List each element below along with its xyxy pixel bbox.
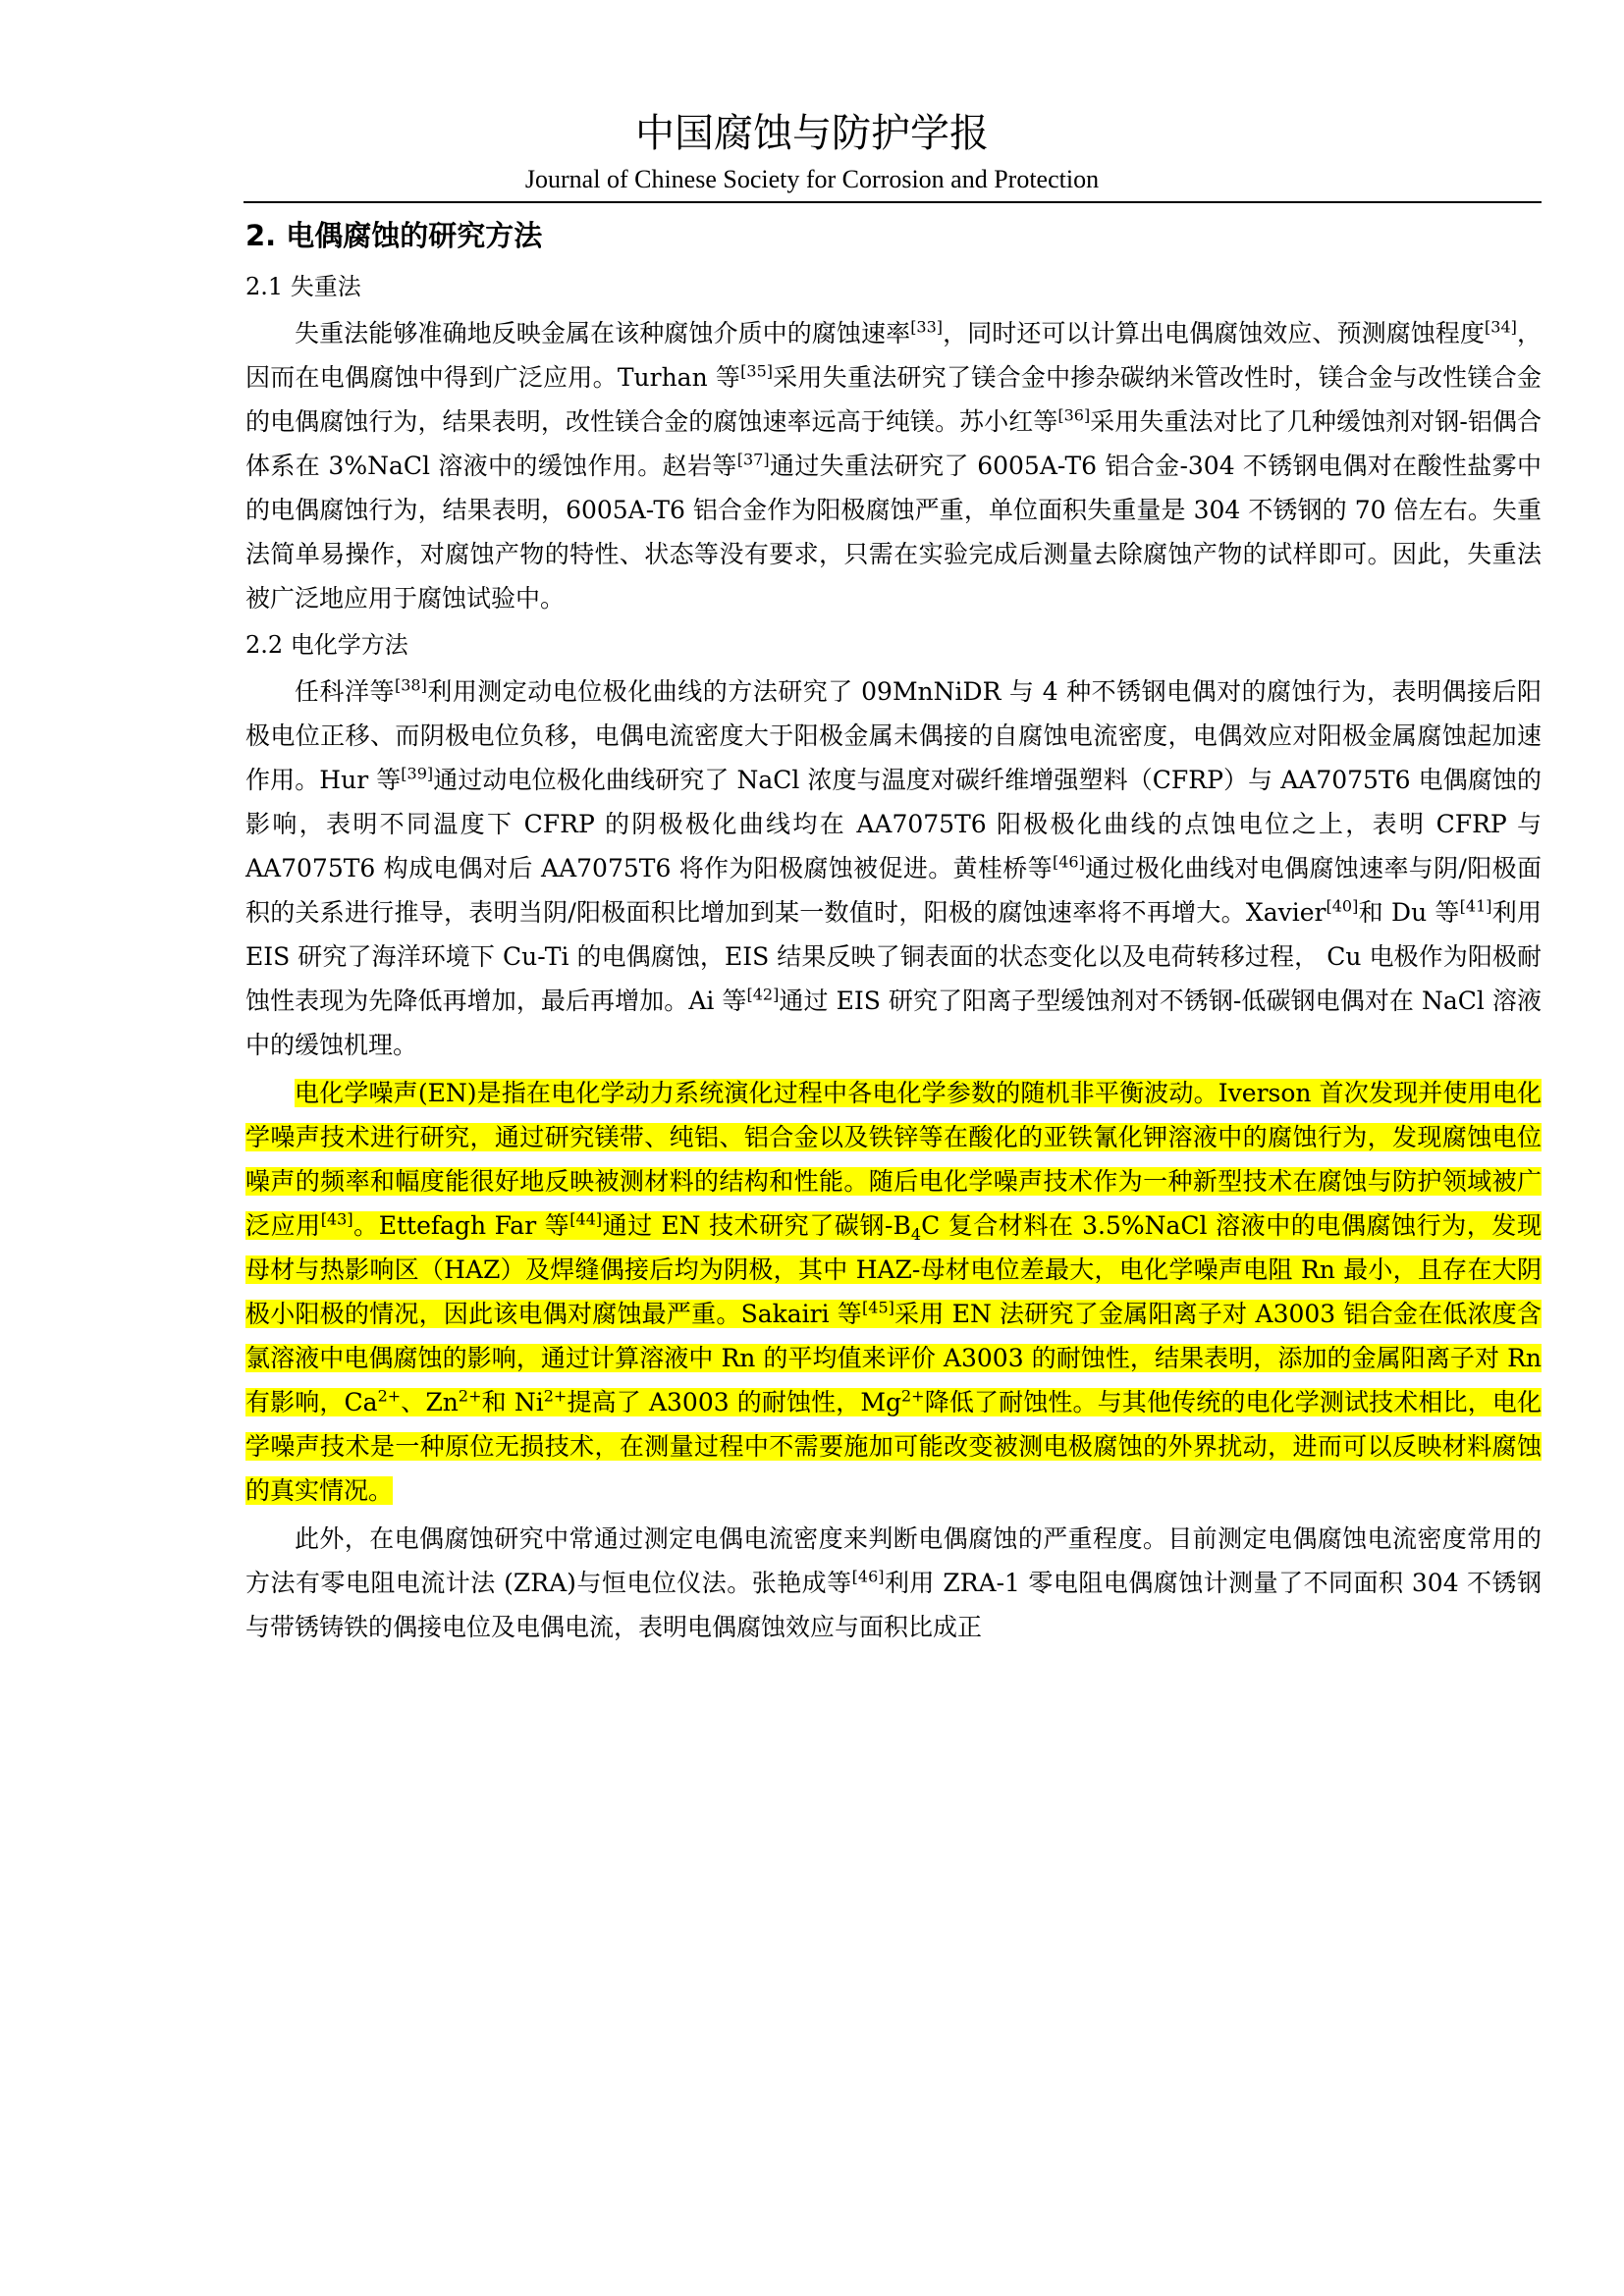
citation: [33]	[910, 317, 944, 337]
citation: [42]	[746, 985, 780, 1004]
ion-charge: 2+	[543, 1386, 568, 1406]
paragraph-electrochemical-noise	[245, 1071, 1542, 1513]
citation: [37]	[736, 450, 770, 469]
citation: [43]	[320, 1209, 353, 1229]
highlighted-text: 电化学噪声(EN)是指在电化学动力系统演化过程中各电化学参数的随机非平衡波动。Iverson 首次发现并使用电化学噪声技术进行研究，通过研究镁带、纯铝、铝合金以及铁锌等在酸化的亚铁氰化钾溶液中的腐蚀行为，发现腐蚀电位噪声的频率和幅度能很好地反映被测材料的结构和性能。随后电化学噪声技术作为一种新型技术在腐蚀与防护领域被广泛应用[43]。Ettefagh Far 等[44]通过 EN 技术研究了碳钢$-B_4C$ 复合材料在 3.5%NaCl 溶液中的电偶腐蚀行为，发现母材与热影响区（HAZ）及焊缝偶接后均为阴极，其中 HAZ-母材电位差最大，电化学噪声电阻 Rn 最小，且存在大阴极小阳极的情况，因此该电偶对腐蚀最严重。Sakairi 等[45]采用 EN 法研究了金属阳离子对 A3003 铝合金在低浓度含氯溶液中电偶腐蚀的影响，通过计算溶液中 Rn 的平均值来评价 A3003 的耐蚀性，结果表明，添加的金属阳离子对 Rn 有影响，$Ca^{2+}$、$Zn^{2+}$和 $Ni^{2+}$提高了 A3003 的耐蚀性，$Mg^{2+}$降低了耐蚀性。与其他传统的电化学测试技术相比，电化学噪声技术是一种原位无损技术，在测量过程中不需要施加可能改变被测电极腐蚀的外界扰动，进而可以反映材料腐蚀的真实情况。	[245, 1079, 1543, 1505]
paragraph-galvanic-current: 此外，在电偶腐蚀研究中常通过测定电偶电流密度来判断电偶腐蚀的严重程度。目前测定电偶腐蚀电流密度常用的方法有零电阻电流计法 (ZRA)与恒电位仪法。张艳成等[46]利用 ZRA-1 零电阻电偶腐蚀计测量了不同面积 304 不锈钢与带锈铸铁的偶接电位及电偶电流，表明电偶腐蚀效应与面积比成正	[245, 1524, 1542, 1641]
header-rule	[244, 201, 1542, 203]
citation: [34]	[1485, 317, 1517, 337]
citation: [40]	[1326, 896, 1359, 916]
citation: [44]	[569, 1209, 603, 1229]
subscript: 4	[910, 1225, 922, 1244]
citation: [39]	[401, 764, 434, 783]
citation: [36]	[1057, 405, 1091, 425]
paragraph-weight-loss: 失重法能够准确地反映金属在该种腐蚀介质中的腐蚀速率[33]，同时还可以计算出电偶腐蚀效应、预测腐蚀程度[34]，因而在电偶腐蚀中得到广泛应用。Turhan 等[35]采用失重法研究了镁合金中掺杂碳纳米管改性时，镁合金与改性镁合金的电偶腐蚀行为，结果表明，改性镁合金的腐蚀速率远高于纯镁。苏小红等[36]采用失重法对比了几种缓蚀剂对钢-铝偶合体系在 3%NaCl 溶液中的缓蚀作用。赵岩等[37]通过失重法研究了 6005A-T6 铝合金-304 不锈钢电偶对在酸性盐雾中的电偶腐蚀行为，结果表明，6005A-T6 铝合金作为阳极腐蚀严重，单位面积失重量是 304 不锈钢的 70 倍左右。失重法简单易操作，对腐蚀产物的特性、状态等没有要求，只需在实验完成后测量去除腐蚀产物的试样即可。因此，失重法被广泛地应用于腐蚀试验中。	[245, 317, 1542, 613]
ion-charge: 2+	[901, 1386, 925, 1406]
subsection-heading-electrochemical: 2.2 电化学方法	[245, 631, 408, 659]
journal-title: 中国腐蚀与防护学报	[635, 111, 989, 156]
citation: [35]	[740, 361, 773, 381]
subsection-heading-weight-loss: 2.1 失重法	[245, 273, 361, 300]
citation: [46]	[1052, 852, 1085, 872]
citation: [45]	[862, 1298, 894, 1317]
citation: [41]	[1459, 896, 1492, 916]
section-heading: 2. 电偶腐蚀的研究方法	[245, 219, 543, 252]
citation: [38]	[394, 675, 427, 695]
body-content	[245, 209, 1542, 1649]
journal-subtitle: Journal of Chinese Society for Corrosion and Protection	[524, 165, 1100, 193]
ion-charge: 2+	[377, 1386, 402, 1406]
paragraph-electrochemical: 任科洋等[38]利用测定动电位极化曲线的方法研究了 09MnNiDR 与 4 种不锈钢电偶对的腐蚀行为，表明偶接后阳极电位正移、而阴极电位负移，电偶电流密度大于阳极金属未偶接的自腐蚀电流密度，电偶效应对阳极金属腐蚀起加速作用。Hur 等[39]通过动电位极化曲线研究了 NaCl 浓度与温度对碳纤维增强塑料（CFRP）与 AA7075T6 电偶腐蚀的影响，表明不同温度下 CFRP 的阴极极化曲线均在 AA7075T6 阳极极化曲线的点蚀电位之上，表明 CFRP 与 AA7075T6 构成电偶对后 AA7075T6 将作为阳极腐蚀被促进。黄桂桥等[46]通过极化曲线对电偶腐蚀速率与阴/阳极面积的关系进行推导，表明当阴/阳极面积比增加到某一数值时，阳极的腐蚀速率将不再增大。Xavier[40]和 Du 等[41]利用 EIS 研究了海洋环境下 Cu-Ti 的电偶腐蚀，EIS 结果反映了铜表面的状态变化以及电荷转移过程， Cu 电极作为阳极耐蚀性表现为先降低再增加，最后再增加。Ai 等[42]通过 EIS 研究了阳离子型缓蚀剂对不锈钢-低碳钢电偶对在 NaCl 溶液中的缓蚀机理。	[245, 675, 1542, 1059]
ion-charge: 2+	[458, 1386, 482, 1406]
citation: [46]	[851, 1567, 885, 1586]
